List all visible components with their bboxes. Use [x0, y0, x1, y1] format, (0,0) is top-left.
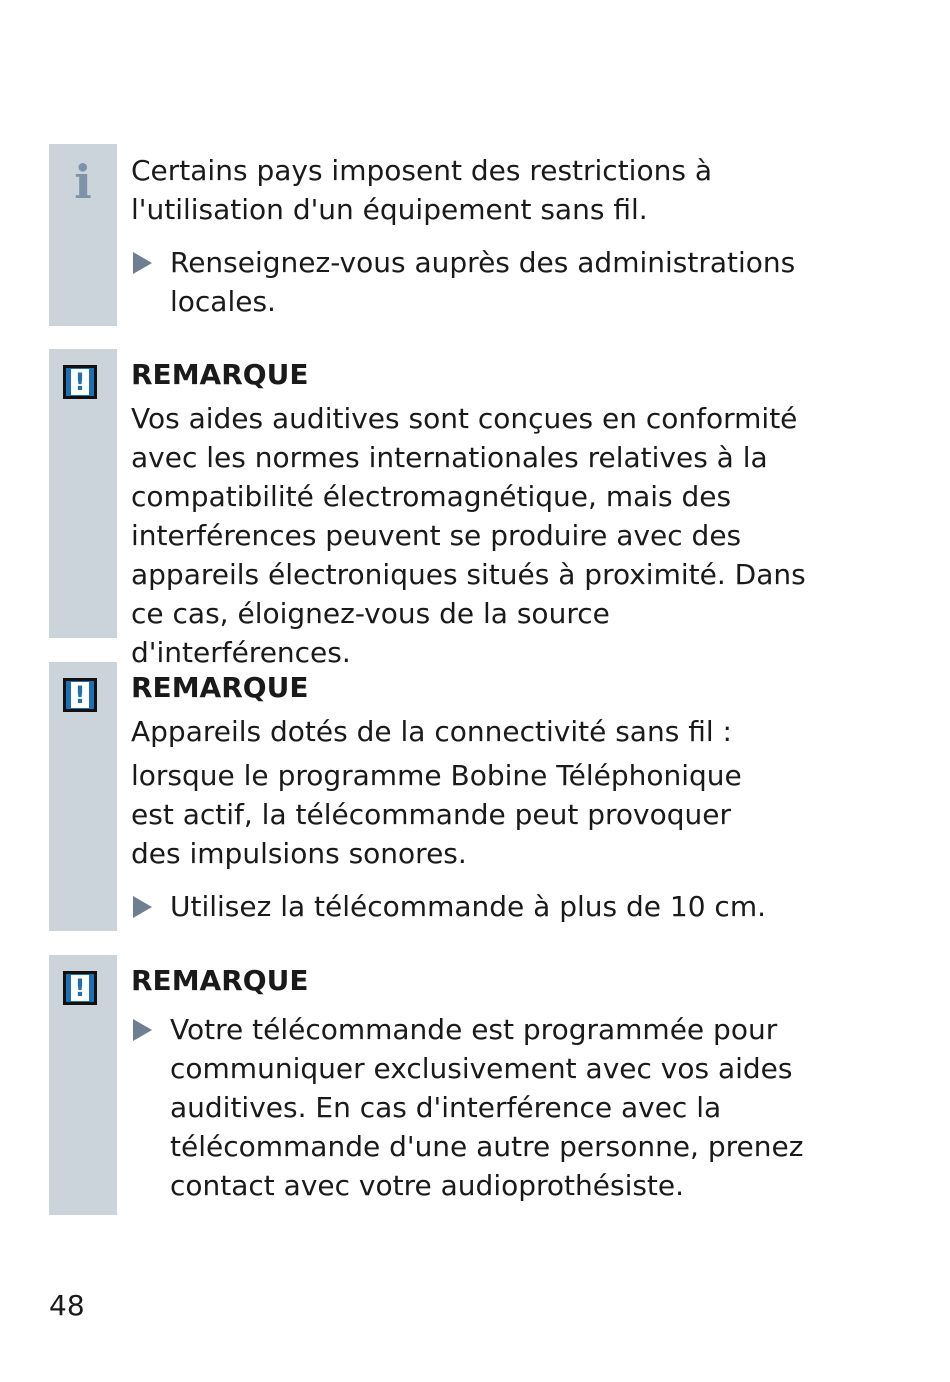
- info-content: [131, 151, 849, 321]
- info-sidebar: [49, 144, 117, 326]
- play-bullet-icon: [133, 896, 152, 918]
- note-sidebar: [49, 955, 117, 1215]
- exclamation-icon: !: [63, 365, 97, 399]
- note-sidebar: [49, 662, 117, 931]
- note-step-text: Votre télécommande est programmée pour communiquer exclusivement avec vos aides auditives. En cas d'interférence avec la télécommande d'une autre personne, prenez contact avec votre audioprothésiste.: [170, 1013, 804, 1202]
- note-block-telecoil: [49, 662, 849, 931]
- note-text-2: lorsque le programme Bobine Téléphonique est actif, la télécommande peut provoquer des impulsions sonores.: [131, 759, 742, 870]
- play-bullet-icon: [133, 252, 152, 274]
- exclamation-icon: !: [63, 678, 97, 712]
- page-number: 48: [49, 1289, 85, 1322]
- note-sidebar: [49, 349, 117, 638]
- note-heading: REMARQUE: [131, 964, 309, 997]
- info-text: Certains pays imposent des restrictions à l'utilisation d'un équipement sans fil.: [131, 154, 712, 226]
- note-block-remote: [49, 955, 849, 1215]
- info-step: [131, 243, 800, 321]
- info-block: [49, 144, 849, 326]
- info-step-text: Renseignez-vous auprès des administrations locales.: [170, 246, 796, 318]
- note-step: [131, 1010, 820, 1205]
- play-bullet-icon: [133, 1019, 152, 1041]
- note-content: [131, 961, 849, 1205]
- note-text: Vos aides auditives sont conçues en conformité avec les normes internationales relatives à la compatibilité électromagnétique, mais des interférences peuvent se produire avec des appareils électroniques situés à proximité. Dans ce cas, éloignez-vous de la source d'interférences.: [131, 402, 806, 669]
- note-block-emc: [49, 349, 849, 669]
- exclamation-icon: !: [63, 971, 97, 1005]
- note-step-text: Utilisez la télécommande à plus de 10 cm.: [170, 890, 766, 923]
- note-content: [131, 355, 849, 672]
- info-icon: i: [74, 155, 92, 209]
- note-text: Appareils dotés de la connectivité sans fil :: [131, 715, 732, 748]
- note-content: [131, 668, 849, 926]
- note-heading: REMARQUE: [131, 671, 309, 704]
- note-heading: REMARQUE: [131, 358, 309, 391]
- note-step: [131, 887, 850, 926]
